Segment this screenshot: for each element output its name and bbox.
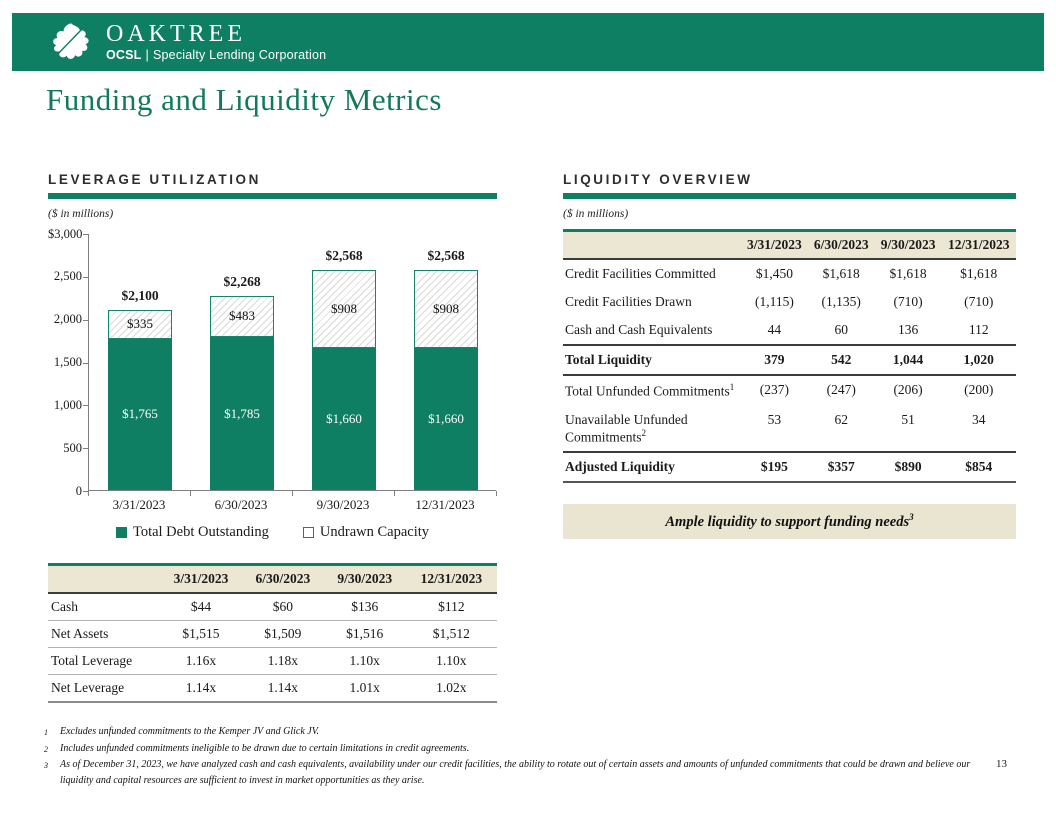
value-cell: $1,516 [346,626,384,641]
footnote-ref: 2 [641,427,647,438]
row-label-cell: Total Unfunded Commitments$^1$ [565,382,735,399]
bar-total-label: $2,268 [223,273,261,289]
y-axis-tick-mark [83,234,88,235]
footnote-number: 2 [44,744,48,754]
x-axis-tick-mark [496,491,497,496]
bar-value-label: $1,785 [224,405,260,421]
value-cell: (237) [759,382,790,397]
brand-text [106,22,326,62]
footnotes [44,724,996,788]
legend-item [303,524,429,541]
row-label-cell: Credit Facilities Drawn [565,294,692,309]
value-cell: 1.14x [185,680,217,695]
value-cell: (1,115) [754,294,794,309]
footnote-ref: 1 [729,382,735,392]
liquidity-callout-banner [563,504,1016,539]
leverage-section-header: LEVERAGE UTILIZATION [48,172,261,187]
bar-value-label: $1,660 [428,410,464,426]
bar-segment-undrawn-capacity [108,310,172,339]
bar-total-label: $2,568 [427,248,465,264]
value-cell: $60 [272,599,293,614]
value-cell: 1.16x [185,653,217,668]
bar-segment-total-debt [108,339,172,490]
row-label-cell: Credit Facilities Committed [565,266,716,281]
y-axis-tick-label: 0 [75,483,82,498]
liquidity-section-header: LIQUIDITY OVERVIEW [563,172,753,187]
bar-segment-undrawn-capacity [414,270,478,348]
y-axis-tick-mark [83,277,88,278]
table-body [48,593,497,702]
value-cell: 1.14x [267,680,299,695]
value-cell: 136 [897,322,919,337]
legend-swatch-hatched [303,527,314,538]
x-axis-category-label: 12/31/2023 [415,497,475,512]
header-cell-date: 6/30/2023 [813,237,869,252]
leverage-utilization-chart [48,224,497,546]
y-axis-tick-label: 2,000 [53,312,82,327]
brand-subtitle [106,48,326,62]
bar-segment-total-debt [312,348,376,490]
row-label-cell: Total Liquidity [565,352,652,367]
value-cell: (710) [964,294,994,309]
value-cell: 1.01x [349,680,380,695]
row-label-cell: Cash and Cash Equivalents [565,322,713,337]
value-cell: $1,450 [755,266,793,281]
table-body [563,259,1016,482]
footnote-text: Includes unfunded commitments ineligible to be drawn due to certain limitations in credit agreements. [60,742,470,754]
value-cell: (710) [893,294,923,309]
header-cell-date: 3/31/2023 [173,571,229,586]
y-axis-tick-label: 1,500 [53,355,82,369]
leverage-utilization-section [48,172,497,703]
x-axis-tick-mark [88,491,89,496]
value-cell: $1,509 [264,626,302,641]
chart-units-note: ($ in millions) [48,208,114,220]
section-rule [48,193,497,199]
value-cell: 1,044 [892,352,924,367]
brand-sub-name: Specialty Lending Corporation [152,48,327,62]
x-axis-category-label: 6/30/2023 [214,497,268,512]
row-label-cell: Cash [51,599,78,614]
footnote [44,757,996,788]
liquidity-overview-section [563,172,1016,539]
value-cell: $44 [190,599,212,614]
table-row [48,593,497,621]
value-cell: $1,515 [182,626,220,641]
bar-value-label: $908 [331,300,357,316]
value-cell: (1,135) [821,294,861,309]
value-cell: $854 [965,459,993,474]
value-cell: $890 [894,459,922,474]
footnote [44,724,996,741]
bar-value-label: $335 [127,316,153,332]
bar-total-label: $2,568 [325,248,363,264]
value-cell: 379 [764,352,785,367]
bar-value-label: $1,765 [122,406,158,422]
bar-segment-total-debt [414,348,478,490]
header-cell-blank [48,565,160,594]
legend-label: Total Debt Outstanding [132,524,269,540]
bar-segment-total-debt [210,337,274,490]
table-row [48,675,497,703]
row-label-cell: Unavailable Unfunded Commitments$^2$ [565,411,688,444]
legend-label: Undrawn Capacity [319,524,430,540]
table-row [563,288,1016,316]
value-cell: $1,512 [432,626,470,641]
header-cell-date: 9/30/2023 [337,571,393,586]
brand-sub-divider: | [145,48,149,62]
footnote-text: As of December 31, 2023, we have analyzed cash and cash equivalents, availability under our credit facilities, the ability to rotate out of certain assets and amounts of unfunded commitments that could be drawn and believe our liquidity and capital resources are sufficient to invest in market opportunities as they arise. [60,759,971,786]
table-row [563,345,1016,375]
value-cell: $195 [760,459,788,474]
footnote-text: Excludes unfunded commitments to the Kemper JV and Glick JV. [60,726,320,737]
value-cell: $1,618 [822,266,860,281]
x-axis-tick-mark [292,491,293,496]
brand-sub-ticker: OCSL [106,48,142,62]
value-cell: 1.10x [436,653,467,668]
bar-segment-undrawn-capacity [210,296,274,337]
bar-value-label: $483 [229,308,255,324]
value-cell: $136 [351,599,379,614]
y-axis-tick-label: 1,000 [53,397,82,412]
value-cell: 44 [767,322,782,337]
y-axis-tick-mark [83,405,88,406]
row-label-cell: Total Leverage [51,653,133,668]
value-cell: 542 [831,352,852,367]
footnote-number: 1 [44,728,48,737]
value-cell: $1,618 [960,266,998,281]
value-cell: 62 [834,411,848,427]
table-header-row [48,565,497,594]
y-axis-tick-mark [83,320,88,321]
table-row [563,406,1016,453]
callout-text: Ample liquidity to support funding needs [665,513,910,530]
table-header-row [563,231,1016,260]
row-label-cell: Net Assets [51,626,109,641]
value-cell: 1,020 [963,352,994,367]
value-cell: $357 [827,459,855,474]
x-axis-tick-mark [394,491,395,496]
value-cell: $1,618 [889,266,927,281]
bar-value-label: $908 [433,300,459,316]
page-title: Funding and Liquidity Metrics [46,82,442,117]
bar-value-label: $1,660 [326,410,362,426]
y-axis-tick-label: 500 [63,440,82,455]
table-header [48,565,497,594]
value-cell: 1.18x [267,653,299,668]
y-axis-tick-mark [83,448,88,449]
brand-name: OAKTREE [106,21,246,47]
chart-plot-area [88,234,496,491]
x-axis-category-label: 3/31/2023 [112,497,166,512]
bar-total-label: $2,100 [121,288,159,304]
value-cell: $112 [438,599,465,614]
value-cell: (200) [964,382,994,397]
header-cell-date: 12/31/2023 [947,237,1010,252]
table-units-note: ($ in millions) [563,208,629,220]
y-axis-tick-label: 2,500 [53,269,82,284]
footnote-number: 3 [44,761,48,770]
page-number: 13 [996,758,1007,770]
header-cell-date: 6/30/2023 [255,571,311,586]
row-label-cell: Adjusted Liquidity [565,459,675,474]
value-cell: (206) [893,382,923,397]
header-cell-date: 3/31/2023 [747,237,802,252]
header-cell-blank [563,231,741,260]
header-cell-date: 9/30/2023 [880,237,936,252]
leverage-metrics-table [48,563,497,703]
y-axis-tick-mark [83,363,88,364]
table-row [563,452,1016,482]
brand-header-bar [12,13,1044,71]
y-axis-tick-label: $3,000 [48,226,83,241]
x-axis-tick-mark [190,491,191,496]
liquidity-overview-table [563,229,1016,483]
table-row [48,621,497,648]
table-row [48,648,497,675]
footnote [44,741,996,758]
section-rule [563,193,1016,199]
header-cell-date: 12/31/2023 [420,571,483,586]
value-cell: 112 [968,322,989,337]
x-axis-category-label: 9/30/2023 [316,497,370,512]
table-header [563,231,1016,260]
chart-legend [48,524,497,541]
value-cell: 53 [767,411,782,427]
value-cell: 51 [901,411,915,427]
value-cell: 60 [834,322,848,337]
value-cell: 1.02x [436,680,467,695]
value-cell: 34 [971,411,986,427]
value-cell: 1.10x [349,653,380,668]
bar-segment-undrawn-capacity [312,270,376,348]
oak-leaf-icon [46,19,92,65]
legend-item [116,524,269,541]
legend-swatch-solid [116,527,127,538]
table-row [563,259,1016,288]
table-row [563,375,1016,406]
table-row [563,316,1016,345]
value-cell: (247) [826,382,856,397]
row-label-cell: Net Leverage [51,680,125,695]
callout-footnote-ref: 3 [909,512,914,522]
